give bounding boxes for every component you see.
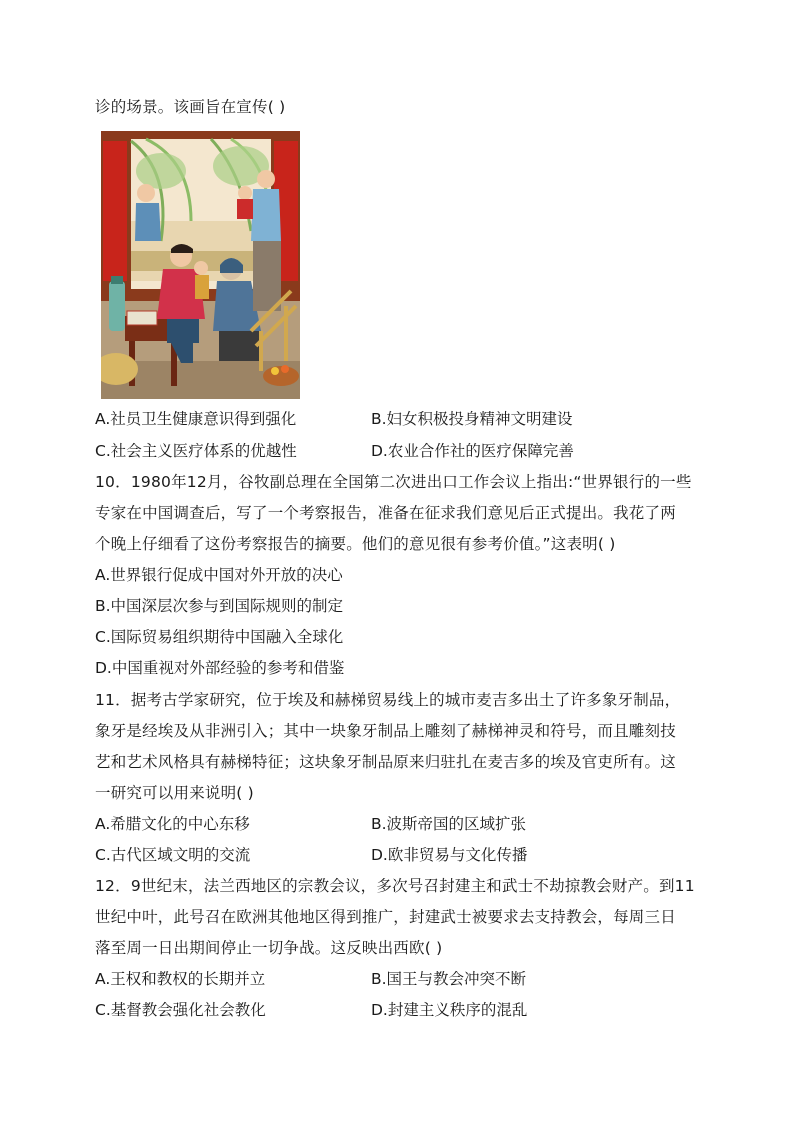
q10-option-a: A.世界银行促成中国对外开放的决心 (95, 566, 343, 584)
q9-option-a: A.社员卫生健康意识得到强化 (95, 410, 297, 428)
q10-stem-line: 专家在中国调查后，写了一个考察报告，准备在征求我们意见后正式提出。我花了两 (95, 504, 676, 522)
q11-option-b: B.波斯帝国的区域扩张 (371, 815, 527, 833)
q11-stem-line: 艺和艺术风格具有赫梯特征；这块象牙制品原来归驻扎在麦吉多的埃及官吏所有。这 (95, 753, 676, 771)
q11-option-c: C.古代区域文明的交流 (95, 846, 251, 864)
q12-option-b: B.国王与教会冲突不断 (371, 970, 527, 988)
q11-option-d: D.欧非贸易与文化传播 (371, 846, 528, 864)
q10-option-b: B.中国深层次参与到国际规则的制定 (95, 597, 344, 615)
q12-option-a: A.王权和教权的长期并立 (95, 970, 266, 988)
q10-stem-line: 个晚上仔细看了这份考察报告的摘要。他们的意见很有参考价值。”这表明( ) (95, 535, 616, 553)
q9-stem: 诊的场景。该画旨在宣传( ) (95, 98, 286, 116)
q10-option-c: C.国际贸易组织期待中国融入全球化 (95, 628, 344, 646)
q11-stem-line: 一研究可以用来说明( ) (95, 784, 254, 802)
q10-option-d: D.中国重视对外部经验的参考和借鉴 (95, 659, 345, 677)
q11-stem-line: 象牙是经埃及从非洲引入；其中一块象牙制品上雕刻了赫梯神灵和符号，而且雕刻技 (95, 722, 676, 740)
q12-option-c: C.基督教会强化社会教化 (95, 1001, 266, 1019)
q12-stem-line: 落至周一日出期间停止一切争战。这反映出西欧( ) (95, 939, 443, 957)
q11-option-a: A.希腊文化的中心东移 (95, 815, 250, 833)
q12-option-d: D.封建主义秩序的混乱 (371, 1001, 528, 1019)
propaganda-poster-image (101, 131, 300, 399)
q9-option-d: D.农业合作社的医疗保障完善 (371, 442, 574, 460)
q11-stem-line: 11．据考古学家研究，位于埃及和赫梯贸易线上的城市麦吉多出土了许多象牙制品， (95, 691, 681, 709)
q12-stem-line: 12．9世纪末，法兰西地区的宗教会议，多次号召封建主和武士不劫掠教会财产。到11 (95, 877, 695, 895)
q9-option-b: B.妇女积极投身精神文明建设 (371, 410, 573, 428)
q10-stem-line: 10．1980年12月，谷牧副总理在全国第二次进出口工作会议上指出:“世界银行的一些 (95, 473, 692, 491)
q9-option-c: C.社会主义医疗体系的优越性 (95, 442, 297, 460)
q12-stem-line: 世纪中叶，此号召在欧洲其他地区得到推广，封建武士被要求去支持教会，每周三日 (95, 908, 676, 926)
